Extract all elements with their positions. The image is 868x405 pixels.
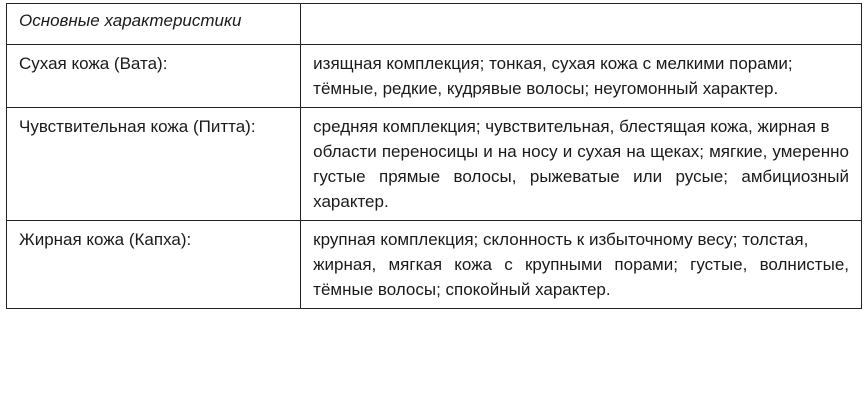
row-value-line: области переносицы и на носу и сухая на щеках; мягкие, умеренно густые прямые волосы, рыжеватые или русые; амбициозный характер. — [313, 142, 849, 211]
row-label-text: Чувствительная кожа (Питта): — [19, 117, 256, 136]
characteristics-table — [6, 3, 862, 309]
row-label-vata — [7, 45, 301, 108]
row-value-line: изящная комплекция; тонкая, сухая кожа с мелкими порами; — [313, 54, 793, 73]
row-label-text: Жирная кожа (Капха): — [19, 230, 192, 249]
row-value-line: тёмные, редкие, кудрявые волосы; неугомонный характер. — [313, 79, 779, 98]
row-label-text: Сухая кожа (Вата): — [19, 54, 168, 73]
header-cell-title: Основные характеристики — [7, 4, 301, 45]
row-value-line: жирная, мягкая кожа с крупными порами; густые, волнистые, тёмные волосы; спокойный характер. — [313, 255, 849, 299]
row-label-kapha — [7, 221, 301, 309]
table-row-pitta — [7, 108, 862, 221]
row-value-line: крупная комплекция; склонность к избыточному весу; толстая, — [313, 230, 809, 249]
row-value-vata — [301, 45, 862, 108]
row-value-kapha — [301, 221, 862, 309]
row-value-line: средняя комплекция; чувствительная, блестящая кожа, жирная в — [313, 117, 830, 136]
table-row-vata — [7, 45, 862, 108]
table-header-row — [7, 4, 862, 45]
row-value-pitta — [301, 108, 862, 221]
header-cell-empty — [301, 4, 862, 45]
row-label-pitta — [7, 108, 301, 221]
table-row-kapha — [7, 221, 862, 309]
